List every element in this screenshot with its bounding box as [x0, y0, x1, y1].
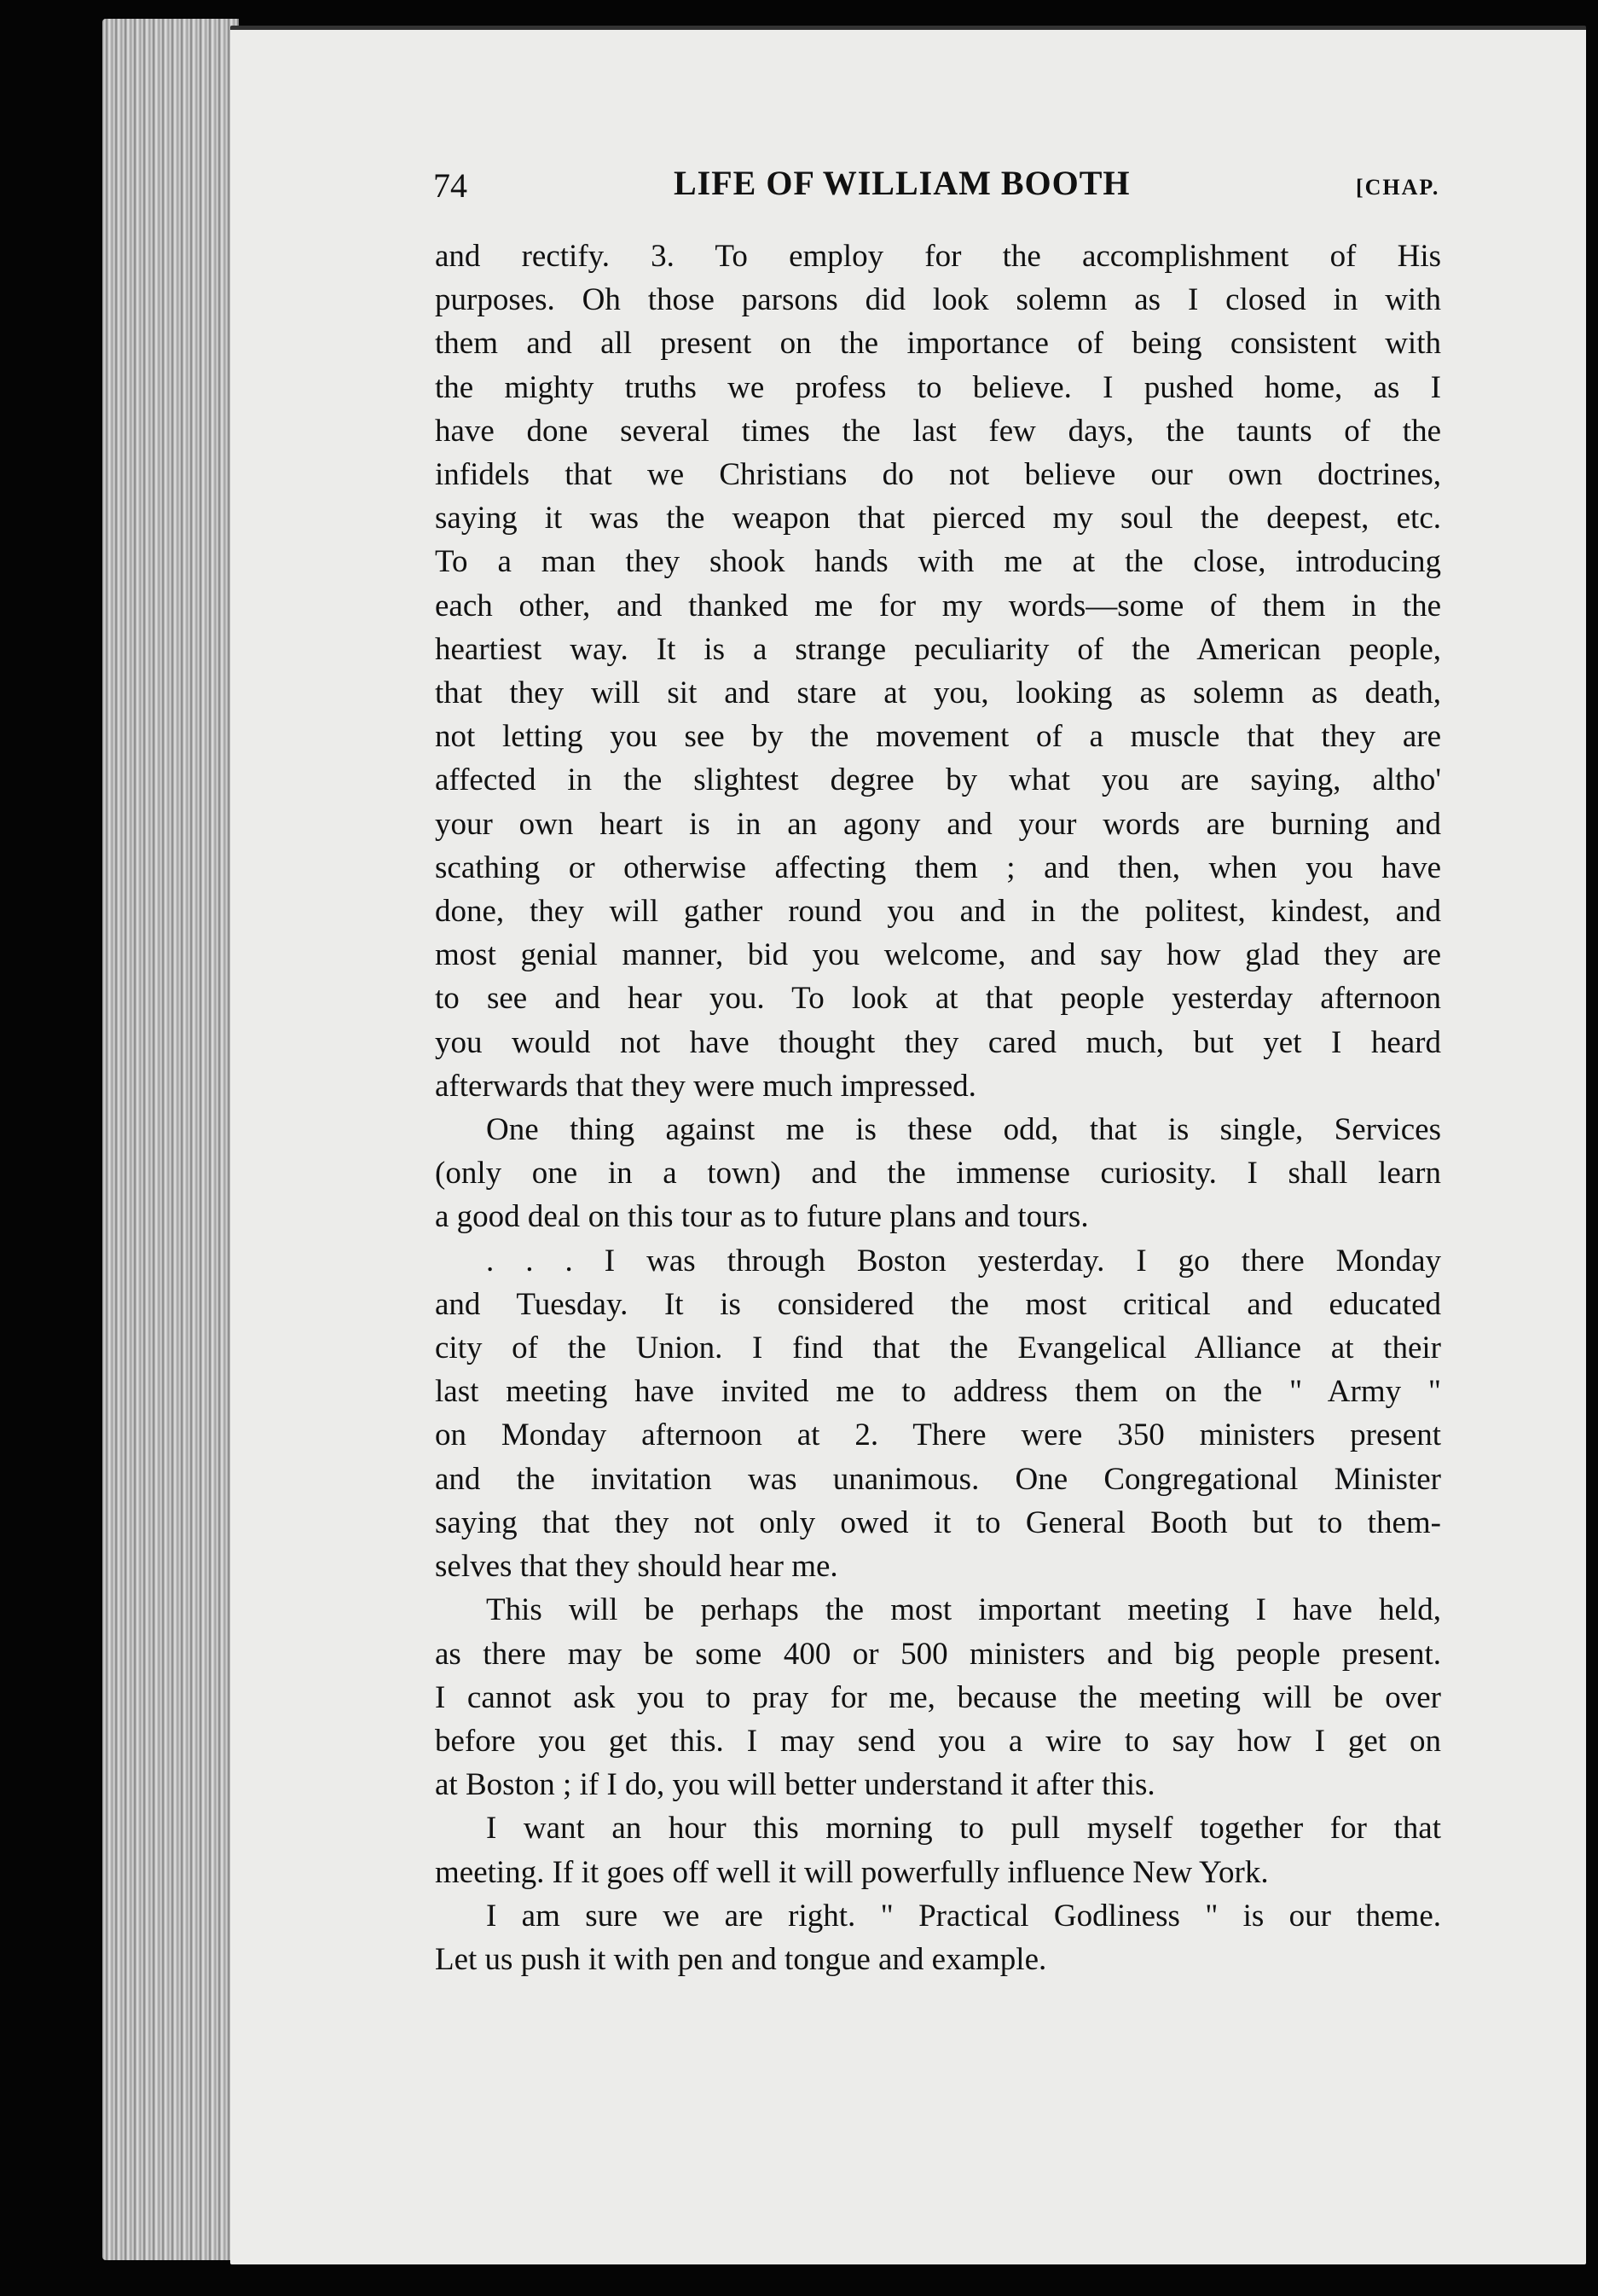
- page-number: 74: [433, 166, 467, 205]
- text-line: purposes. Oh those parsons did look solemn as I closed in with: [435, 282, 1441, 318]
- text-line: selves that they should hear me.: [435, 1549, 838, 1585]
- text-line: a good deal on this tour as to future plans and tours.: [435, 1199, 1089, 1235]
- text-line: I cannot ask you to pray for me, because the meeting will be over: [435, 1679, 1441, 1715]
- text-line: (only one in a town) and the immense curiosity. I shall learn: [435, 1156, 1441, 1191]
- text-line: . . . I was through Boston yesterday. I go there Monday: [486, 1243, 1441, 1278]
- paragraph-1: [435, 235, 1441, 1108]
- text-line: heartiest way. It is a strange peculiarity of the American people,: [435, 631, 1441, 667]
- text-line: and Tuesday. It is considered the most critical and educated: [435, 1286, 1441, 1322]
- text-line: not letting you see by the movement of a muscle that they are: [435, 719, 1441, 755]
- text-line: scathing or otherwise affecting them ; and then, when you have: [435, 849, 1441, 885]
- text-line: have done several times the last few days, the taunts of the: [435, 413, 1441, 449]
- text-line: on Monday afternoon at 2. There were 350 ministers present: [435, 1418, 1441, 1453]
- text-line: To a man they shook hands with me at the close, introducing: [435, 544, 1441, 580]
- text-line: most genial manner, bid you welcome, and say how glad they are: [435, 937, 1441, 973]
- body-text: [435, 235, 1441, 1981]
- text-line: city of the Union. I find that the Evangelical Alliance at their: [435, 1331, 1441, 1366]
- text-line: your own heart is in an agony and your words are burning and: [435, 806, 1441, 842]
- text-line: done, they will gather round you and in the politest, kindest, and: [435, 894, 1441, 930]
- text-line: I am sure we are right. " Practical Godliness " is our theme.: [486, 1898, 1441, 1934]
- text-line: the mighty truths we profess to believe. I pushed home, as I: [435, 369, 1441, 405]
- paragraph-4: [435, 1588, 1441, 1806]
- paragraph-6: [435, 1894, 1441, 1981]
- running-head-title: LIFE OF WILLIAM BOOTH: [674, 164, 1131, 202]
- page: [230, 26, 1586, 2264]
- book-page-edges: [102, 19, 239, 2260]
- text-line: you would not have thought they cared much, but yet I heard: [435, 1024, 1441, 1060]
- text-line: them and all present on the importance of being consistent with: [435, 326, 1441, 362]
- paragraph-3: [435, 1239, 1441, 1589]
- paragraph-2: [435, 1108, 1441, 1239]
- text-line: each other, and thanked me for my words—some of them in the: [435, 588, 1441, 623]
- text-line: saying that they not only owed it to General Booth but to them-: [435, 1505, 1441, 1540]
- text-line: infidels that we Christians do not believe our own doctrines,: [435, 457, 1441, 493]
- text-line: This will be perhaps the most important meeting I have held,: [486, 1592, 1441, 1628]
- text-line: Let us push it with pen and tongue and example.: [435, 1941, 1047, 1977]
- text-line: afterwards that they were much impressed.: [435, 1068, 976, 1104]
- text-line: last meeting have invited me to address them on the " Army ": [435, 1374, 1441, 1410]
- text-line: and rectify. 3. To employ for the accomplishment of His: [435, 239, 1441, 274]
- text-line: meeting. If it goes off well it will powerfully influence New York.: [435, 1854, 1269, 1890]
- text-line: One thing against me is these odd, that is single, Services: [486, 1112, 1441, 1148]
- text-line: as there may be some 400 or 500 ministers and big people present.: [435, 1636, 1441, 1672]
- text-line: to see and hear you. To look at that people yesterday afternoon: [435, 981, 1441, 1017]
- text-line: at Boston ; if I do, you will better understand it after this.: [435, 1767, 1155, 1803]
- text-line: affected in the slightest degree by what you are saying, altho': [435, 762, 1441, 798]
- text-line: and the invitation was unanimous. One Congregational Minister: [435, 1461, 1441, 1497]
- paragraph-5: [435, 1806, 1441, 1893]
- chapter-mark: [CHAP.: [1356, 175, 1440, 200]
- text-line: I want an hour this morning to pull myself together for that: [486, 1811, 1441, 1847]
- text-line: saying it was the weapon that pierced my soul the deepest, etc.: [435, 501, 1441, 536]
- text-line: that they will sit and stare at you, looking as solemn as death,: [435, 675, 1441, 711]
- text-line: before you get this. I may send you a wire to say how I get on: [435, 1723, 1441, 1759]
